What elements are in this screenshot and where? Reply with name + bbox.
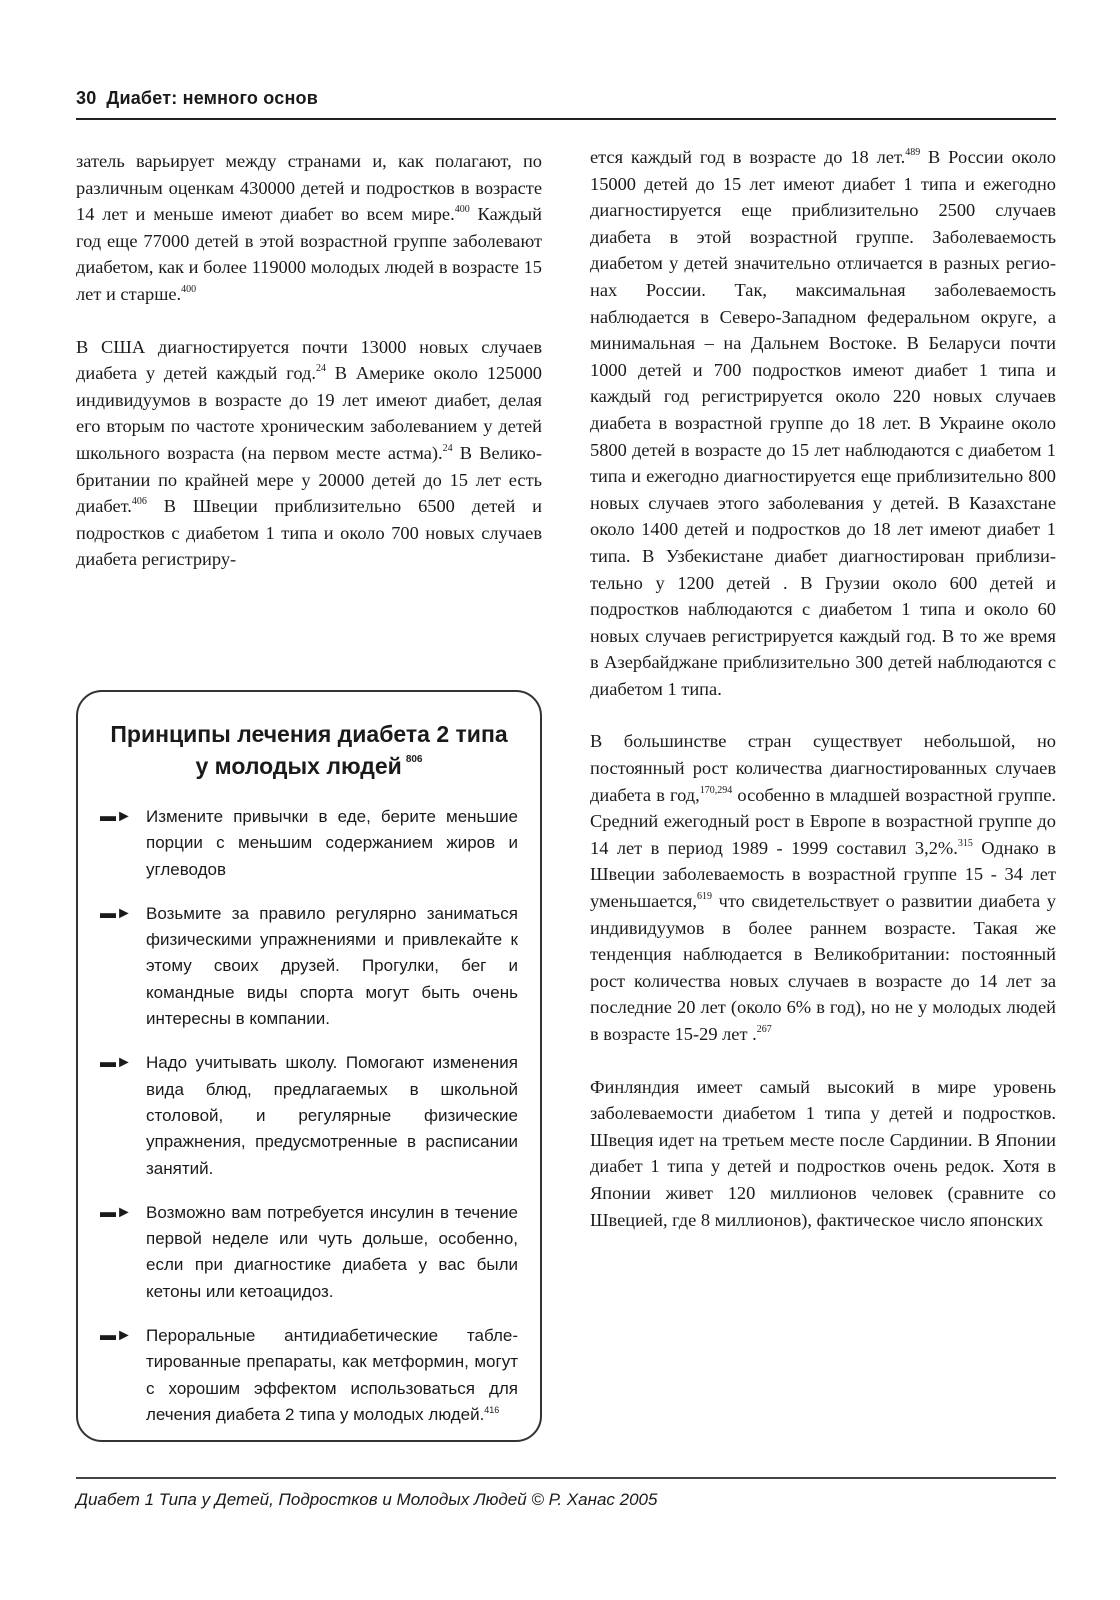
running-header [76, 88, 1056, 109]
paragraph: затель варьирует между странами и, как полагают, по различным оценкам 430000 детей и подростков в возрасте 14 лет и меньше имеют диабет во всем мире.$^{400}$ Каждый год еще 77000 детей в этой возрастной группе заболевают диабетом, как и более 119000 молодых людей в возрасте 15 лет и старше.$^{400}$ [76, 151, 543, 304]
tip-item: ▬► Надо учитывать школу. Помогают изменения вида блюд, предлагаемых в школьной столовой, и регулярные физические упражнения, предусмотренные в расписании занятий. [100, 1050, 518, 1181]
left-column [76, 148, 542, 573]
tip-item: ▬► Измените привычки в еде, берите меньшие порции с меньшим содержанием жиров и углеводов [100, 804, 518, 883]
tip-item: ▬► Возьмите за правило регулярно заниматься физическими упражнениями и привлекайте к этому своих друзей. Прогулки, бег и командные виды спорта могут быть очень интересны в компании. [100, 901, 518, 1032]
paragraph: В США диагностируется почти 13000 новых случаев диабета у детей каждый год.$^{24}$ В Америке около 125000 индивидуумов в возрасте до 19 лет имеют диабет, делая его вторым по частоте хроническим заболеванием у детей школьного возраста (на первом месте астма).$^{24}$ В Великобритании по крайней мере у 20000 детей до 15 лет есть диабет.$^{406}$ В Швеции приблизительно 6500 детей и подростков с диабетом 1 типа и около 700 новых случаев диабета регистриру- [76, 336, 543, 570]
paragraph: В большинстве стран существует небольшой, но постоянный рост количества диагностированных случаев диабета в год,$^{170,294}$ особенно в младшей возрастной группе. Средний ежегодный рост в Европе в возрастной группе до 14 лет в период 1989 - 1999 составил 3,2%.$^{315}$ Однако в Швеции заболеваемость в возрастной группе 15 - 34 лет уменьшается,$^{619}$ что свидетельствует о развитии диабета у индивидуумов в более раннем возрасте. Такая же тенденция наблюдается в Великобритании: постоянный рост количества новых случаев в возрасте до 14 лет за последние 20 лет (около 6% в год), но не у молодых людей в возрасте 15-29 лет .$^{267}$ [590, 731, 1056, 1044]
box-title: Принципы лечения диабета 2 типа у молодых людей $^{806}$ [110, 721, 508, 779]
tip-item: ▬► Пероральные антидиабетические таблетированные препараты, как метформин, могут с хорошим эффектом использоваться для лечения диабета 2 типа у молодых людей.$^{416}$ [100, 1323, 518, 1428]
title-reference: 806 [405, 754, 423, 765]
running-footer: Диабет 1 Типа у Детей, Подростков и Молодых Людей © Р. Ханас 2005 [76, 1490, 658, 1509]
arrow-bullet-icon: ▬► [100, 808, 132, 825]
footer-rule [76, 1477, 1056, 1479]
arrow-bullet-icon: ▬► [100, 1054, 132, 1072]
header-rule [76, 118, 1056, 120]
right-column [590, 144, 1056, 1233]
chapter-title: Диабет: немного основ [106, 88, 319, 108]
paragraph: ется каждый год в возрасте до 18 лет.$^{489}$ В России около 15000 детей до 15 лет имеют диабет 1 типа и ежегодно диагностируется еще приблизительно 2500 случаев диабета в этой возрастной группе. Заболеваемость диабетом у детей значительно отличается в разных регионах России. Так, максимальная заболеваемость наблюдается в Северо-Западном федеральном округе, а минимальная – на Дальнем Востоке. В Беларуси почти 1000 детей и 700 подростков имеют диабет 1 типа и каждый год регистрируется около 220 новых случаев диабета в возрастной группе до 18 лет. В Украине около 5800 детей в возрасте до 15 лет наблюдаются с диабетом 1 типа и ежегодно диагностируется еще приблизительно 800 новых случаев этого заболевания у детей. В Казахстане около 1400 детей и подростков до 18 лет имеют диабет 1 типа. В Узбекистане диабет диагностирован приблизительно у 1200 детей . В Грузии около 600 детей и подростков наблюдаются с диабетом 1 типа и около 60 новых случаев регистрируется каждый год. В то же время в Азербайджане приблизительно 300 детей наблюдаются с диабетом 1 типа. [590, 147, 1056, 699]
arrow-bullet-icon: ▬► [100, 904, 132, 922]
page-number: 30 [76, 88, 97, 108]
treatment-principles-box [76, 690, 542, 1442]
arrow-bullet-icon: ▬► [100, 1327, 132, 1345]
tip-item: ▬► Возможно вам потребуется инсулин в течение первой неделе или чуть дольше, особенно, если при диагностике диабета у вас были кетоны или кетоацидоз. [100, 1200, 518, 1305]
arrow-bullet-icon: ▬► [100, 1203, 132, 1221]
paragraph: Финляндия имеет самый высокий в мире уровень заболеваемости диабетом 1 типа у детей и подростков. Швеция идет на третьем месте после Сардинии. В Японии диабет 1 типа у детей и подростков очень редок. Хотя в Японии живет 120 миллионов человек (сравните со Швецией, где 8 миллионов), фактическое число японских [590, 1076, 1056, 1230]
